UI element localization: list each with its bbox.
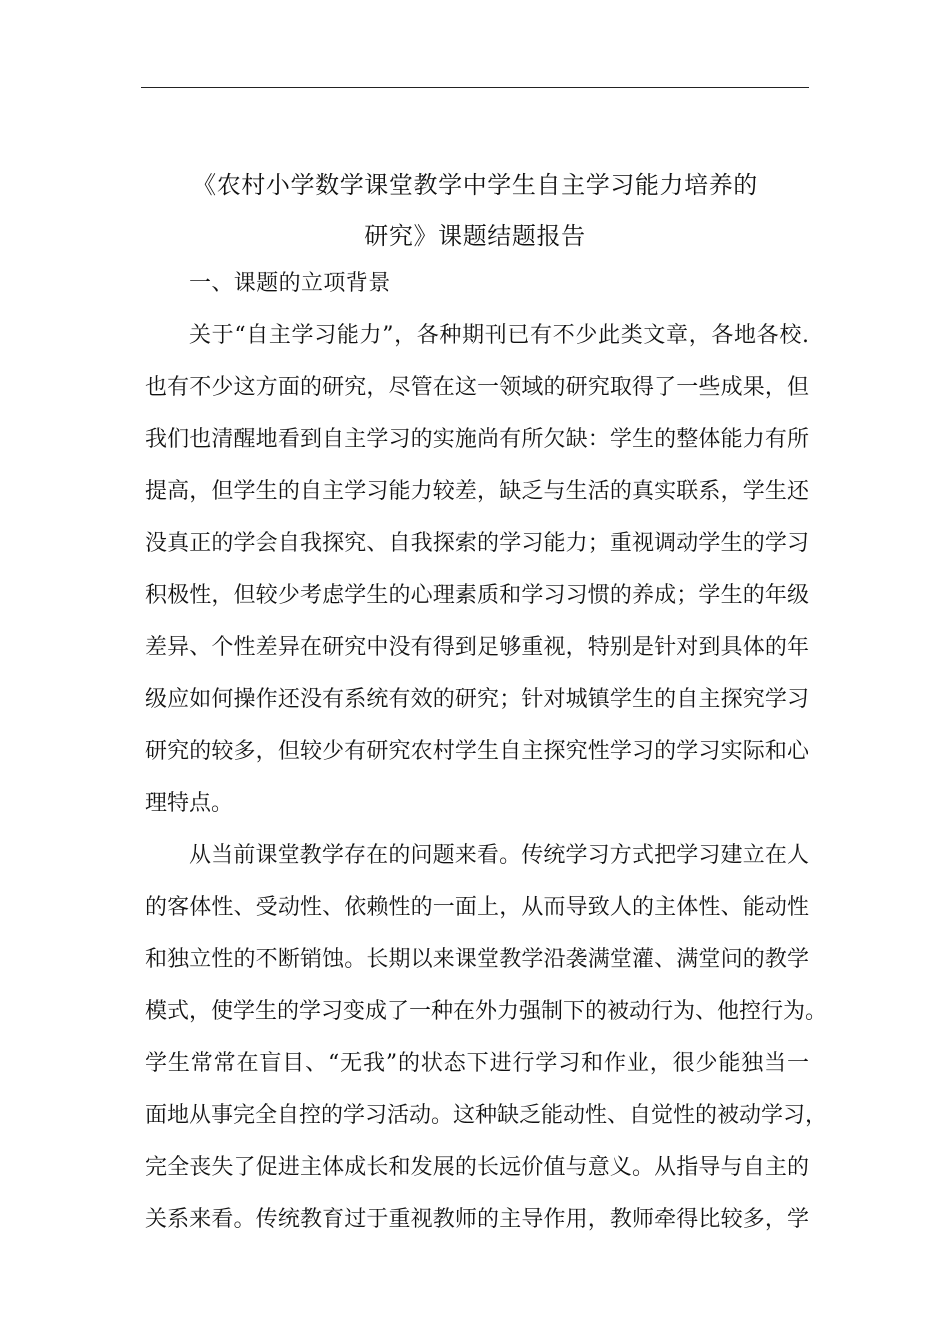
paragraph-line: 模式，使学生的学习变成了一种在外力强制下的被动行为、他控行为。 xyxy=(145,999,828,1024)
paragraph-line: 差异、个性差异在研究中没有得到足够重视，特别是针对到具体的年 xyxy=(145,635,809,660)
paragraph-line: 学生常常在盲目、“无我”的状态下进行学习和作业，很少能独当一 xyxy=(145,1051,809,1076)
paragraph-line: 的客体性、受动性、依赖性的一面上，从而导致人的主体性、能动性 xyxy=(145,895,809,920)
paragraph-line: 没真正的学会自我探究、自我探索的学习能力；重视调动学生的学习 xyxy=(145,531,809,556)
report-title-line-1: 《农村小学数学课堂教学中学生自主学习能力培养的 xyxy=(192,171,758,199)
header-rule xyxy=(141,87,809,88)
paragraph-line: 从当前课堂教学存在的问题来看。传统学习方式把学习建立在人 xyxy=(189,843,809,868)
paragraph-line: 提高，但学生的自主学习能力较差，缺乏与生活的真实联系，学生还 xyxy=(145,479,809,504)
paragraph-line: 面地从事完全自控的学习活动。这种缺乏能动性、自觉性的被动学习， xyxy=(145,1103,828,1128)
paragraph-line: 积极性，但较少考虑学生的心理素质和学习习惯的养成；学生的年级 xyxy=(145,583,809,608)
report-title-line-2: 研究》课题结题报告 xyxy=(364,222,586,250)
paragraph-line: 我们也清醒地看到自主学习的实施尚有所欠缺：学生的整体能力有所 xyxy=(145,427,809,452)
paragraph-line: 关于“自主学习能力”，各种期刊已有不少此类文章，各地各校. xyxy=(189,323,809,348)
paragraph-line: 完全丧失了促进主体成长和发展的长远价值与意义。从指导与自主的 xyxy=(145,1155,809,1180)
paragraph-line: 关系来看。传统教育过于重视教师的主导作用，教师牵得比较多，学 xyxy=(145,1207,809,1232)
section-heading-background: 一、课题的立项背景 xyxy=(189,271,391,296)
paragraph-line: 研究的较多，但较少有研究农村学生自主探究性学习的学习实际和心 xyxy=(145,739,809,764)
paragraph-line: 级应如何操作还没有系统有效的研究；针对城镇学生的自主探究学习 xyxy=(145,687,809,712)
paragraph-line: 和独立性的不断销蚀。长期以来课堂教学沿袭满堂灌、满堂问的教学 xyxy=(145,947,809,972)
paragraph-line: 理特点。 xyxy=(145,791,234,816)
paragraph-line: 也有不少这方面的研究，尽管在这一领域的研究取得了一些成果，但 xyxy=(145,375,809,400)
